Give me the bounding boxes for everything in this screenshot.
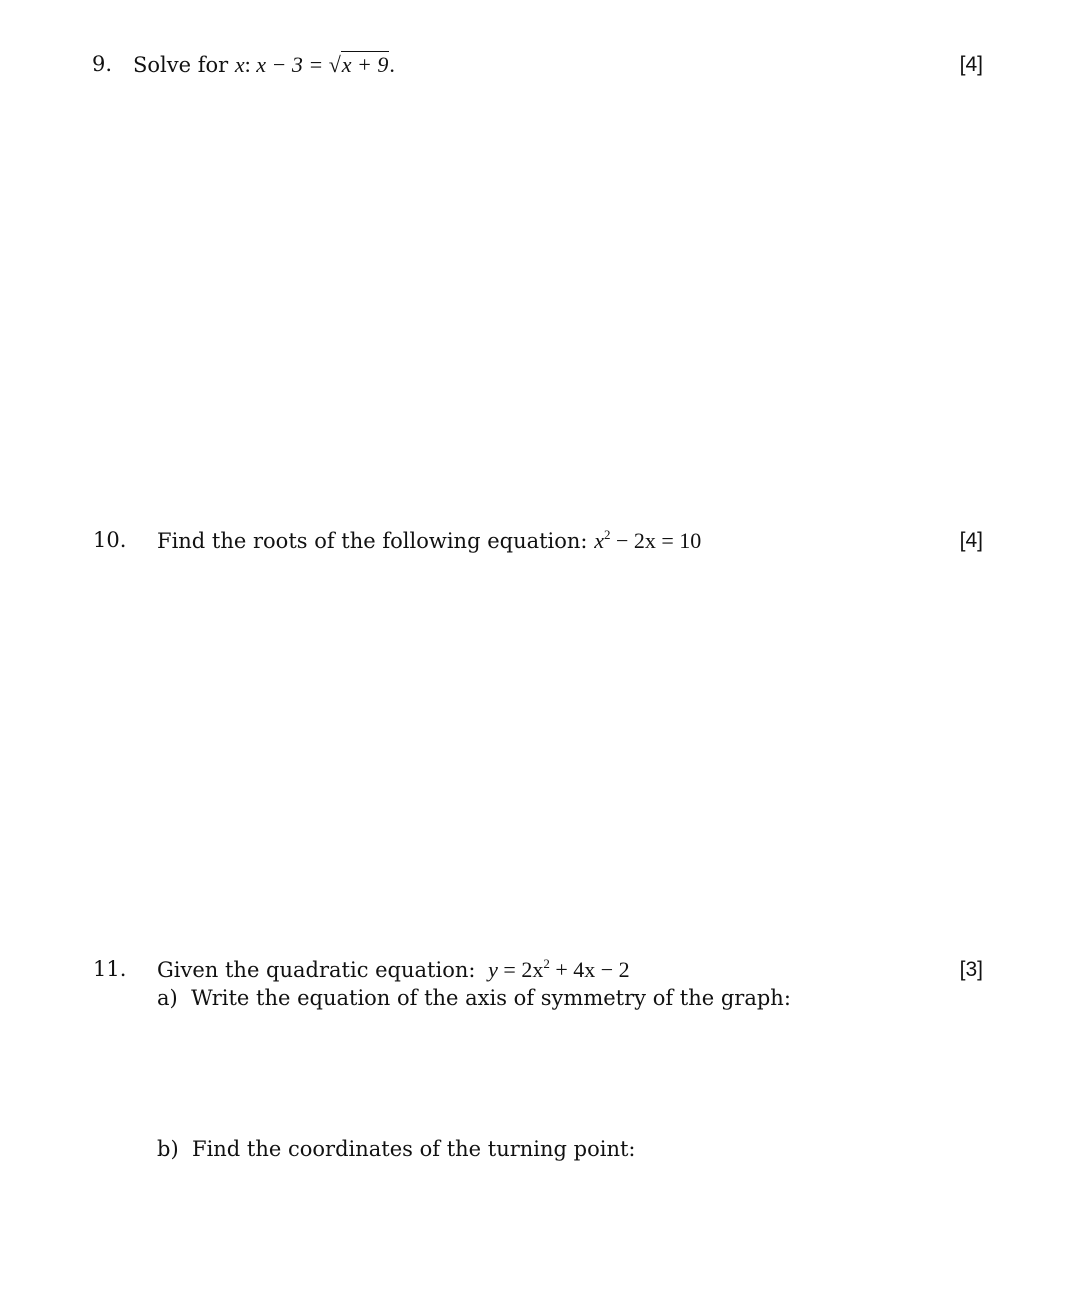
sub-question-a: a) Write the equation of the axis of symmetry of the graph: (157, 986, 791, 1010)
question-text: Solve for x: x − 3 = √x + 9. (133, 52, 395, 77)
question-text: Find the roots of the following equation: $x^2 - 2x = 10$ (157, 527, 702, 553)
sub-question-b: b) Find the coordinates of the turning point: (157, 1137, 636, 1161)
question-number: 9. (92, 52, 113, 76)
question-number: 10. (93, 528, 127, 552)
marks-badge: [4] (959, 53, 983, 76)
question-number: 11. (93, 957, 127, 981)
square-root: √x + 9 (328, 52, 389, 77)
question-text: Given the quadratic equation: $y = 2x^2 + 4x - 2$ (157, 956, 630, 982)
marks-badge: [3] (959, 958, 983, 981)
marks-badge: [4] (959, 529, 983, 552)
